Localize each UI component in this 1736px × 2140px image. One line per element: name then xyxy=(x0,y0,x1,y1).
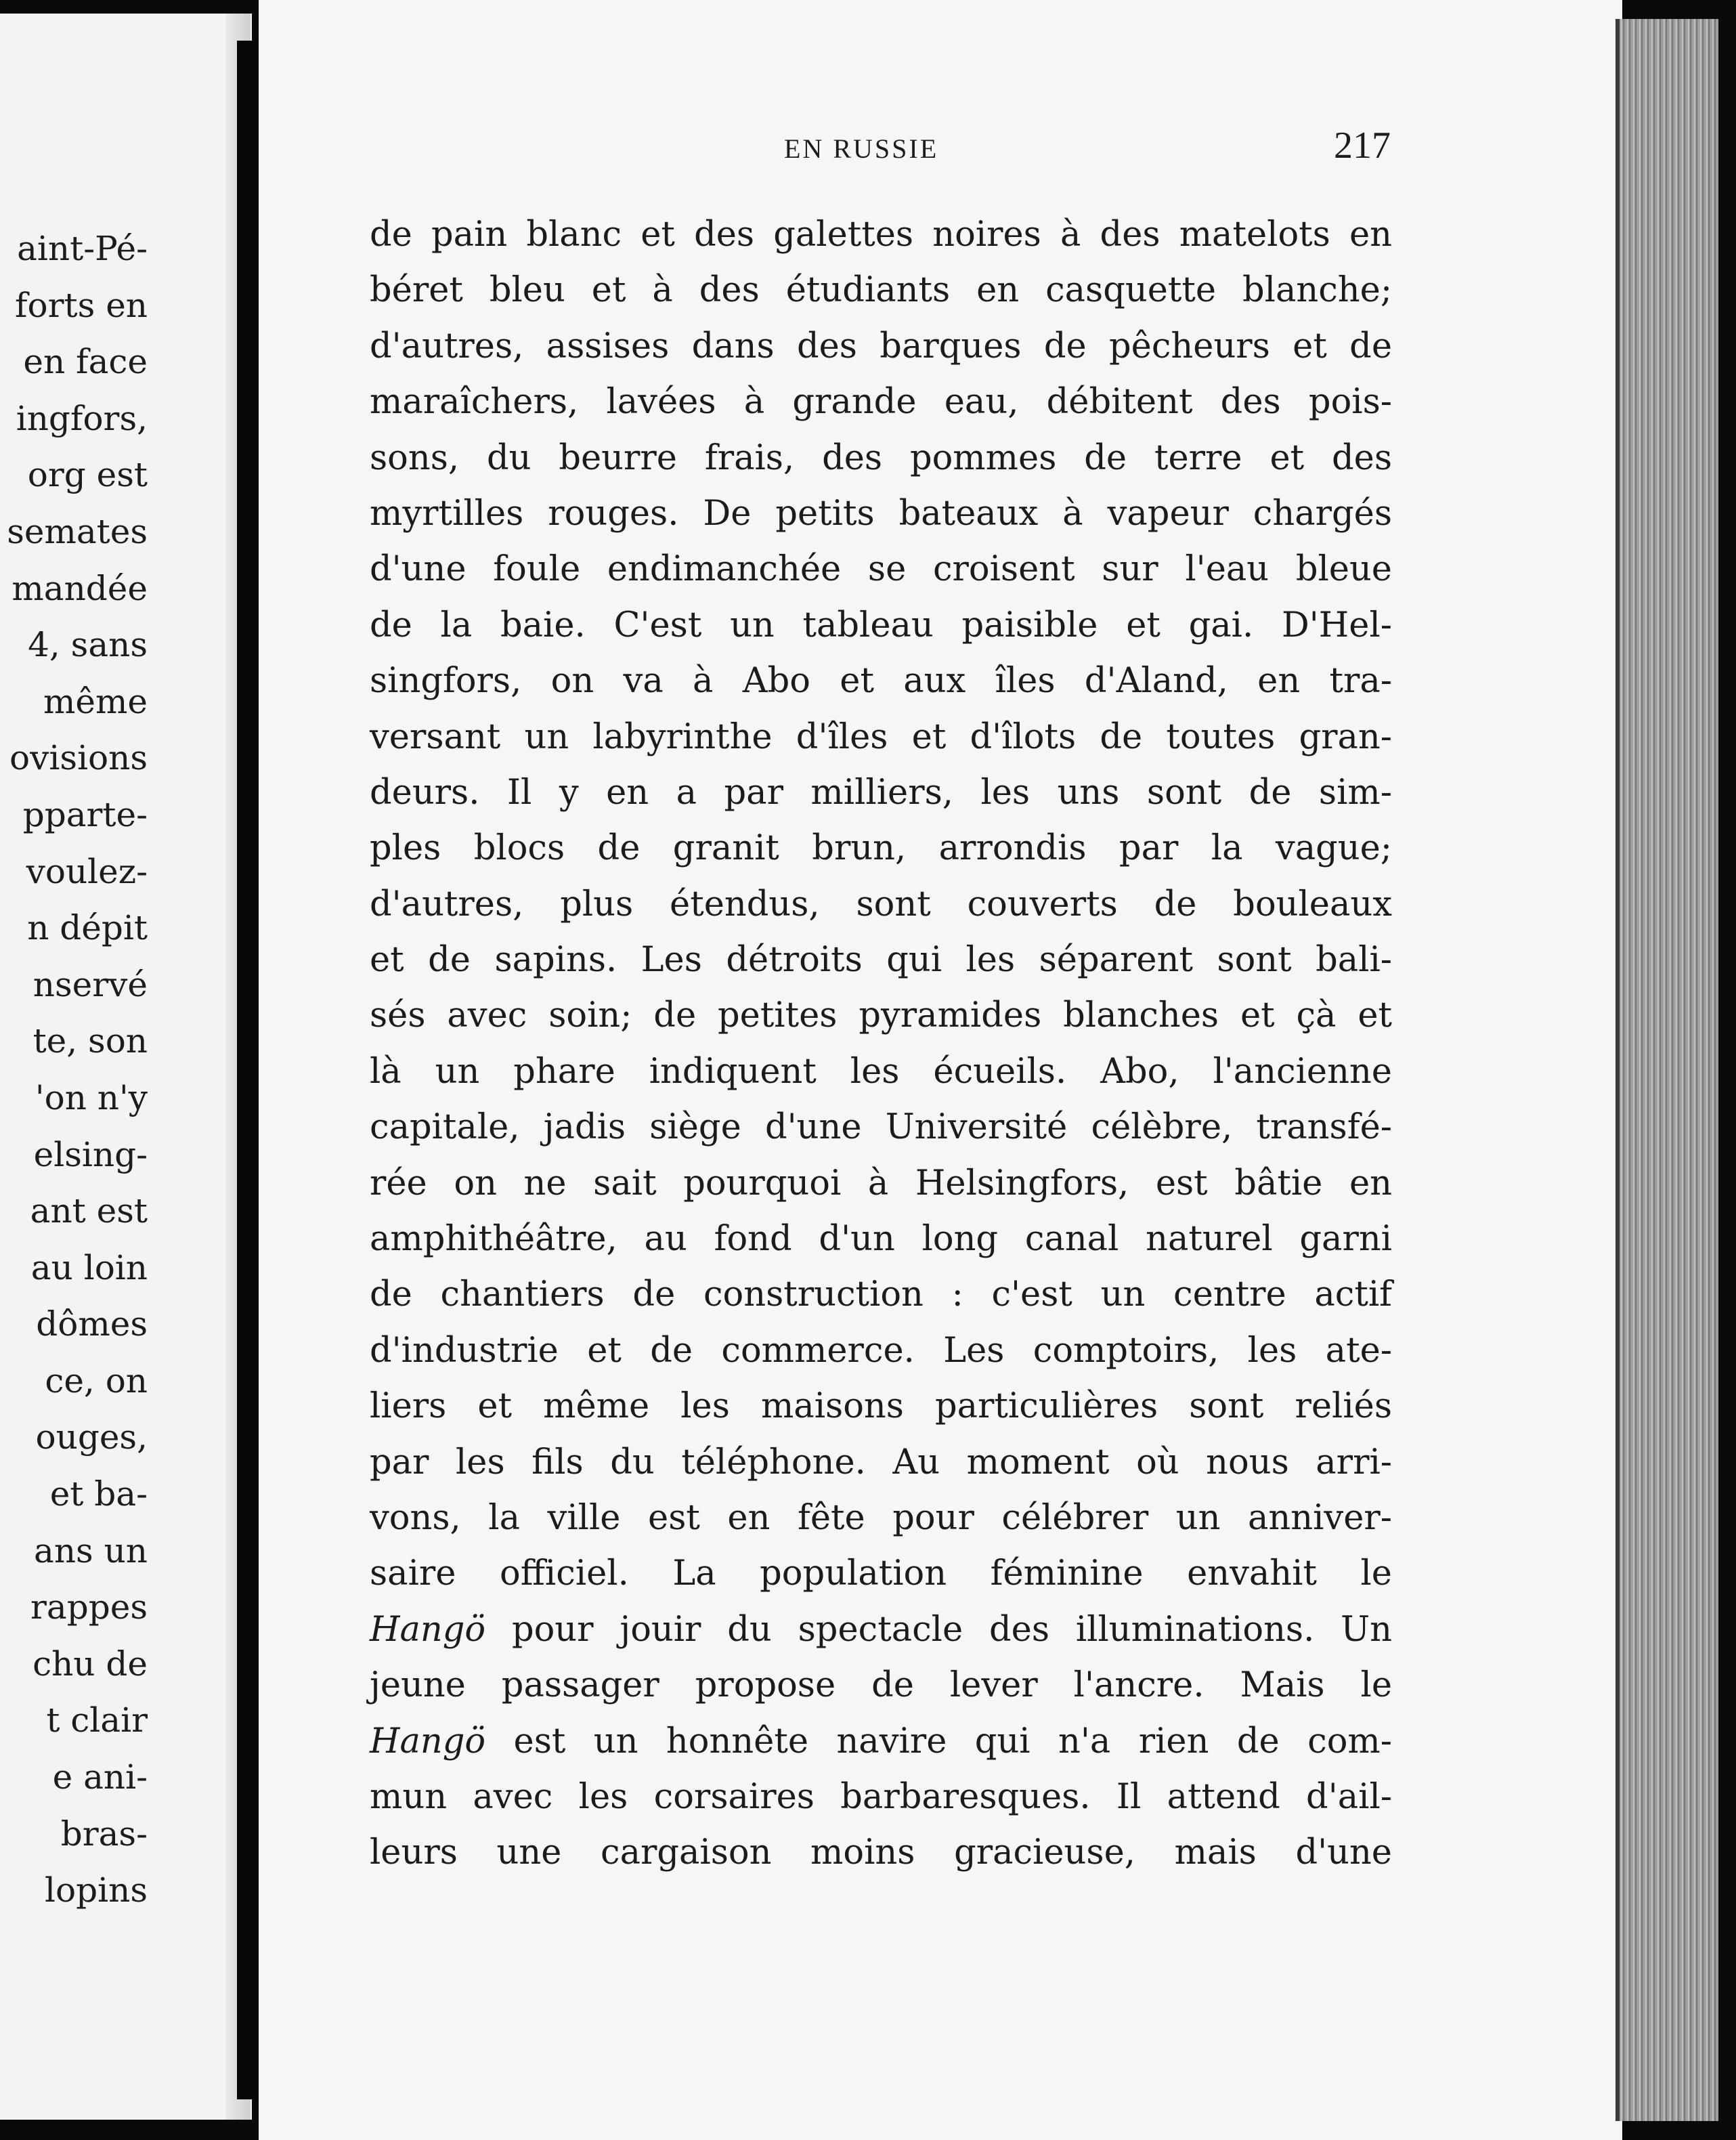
left-line: ant est xyxy=(30,1191,148,1231)
page-edges xyxy=(1615,19,1718,2121)
left-line: chu de xyxy=(32,1644,148,1684)
text-line: sés avec soin; de petites pyramides blanches et çà et xyxy=(370,996,1392,1036)
text-line: mun avec les corsaires barbaresques. Il attend d'ail- xyxy=(370,1776,1392,1817)
left-line: pparte- xyxy=(22,794,148,834)
text-line: leurs une cargaison moins gracieuse, mais d'une xyxy=(370,1833,1392,1873)
left-line: dômes xyxy=(36,1304,148,1344)
text-line: de chantiers de construction : c'est un centre actif xyxy=(370,1275,1392,1315)
left-line: t clair xyxy=(46,1700,148,1740)
text-line: liers et même les maisons particulières sont reliés xyxy=(370,1386,1392,1427)
page-number: 217 xyxy=(1334,125,1391,167)
text-line: d'une foule endimanchée se croisent sur l'eau bleue xyxy=(370,549,1392,590)
left-line: même xyxy=(43,681,148,721)
text-line: saire officiel. La population féminine envahit le xyxy=(370,1554,1392,1594)
left-line: lopins xyxy=(45,1870,148,1910)
text-line: sons, du beurre frais, des pommes de terre et des xyxy=(370,437,1392,478)
text-line: amphithéâtre, au fond d'un long canal naturel garni xyxy=(370,1219,1392,1260)
text-line: d'autres, assises dans des barques de pêcheurs et de xyxy=(370,326,1392,366)
left-line: forts en xyxy=(15,285,148,325)
left-line: n dépit xyxy=(27,908,148,948)
left-line: te, son xyxy=(32,1021,148,1061)
text-line: jeune passager propose de lever l'ancre. Mais le xyxy=(370,1665,1392,1706)
text-line: singfors, on va à Abo et aux îles d'Aland, en tra- xyxy=(370,661,1392,702)
left-line: 4, sans xyxy=(28,625,148,665)
text-line: myrtilles rouges. De petits bateaux à vapeur chargés xyxy=(370,493,1392,534)
left-line: elsing- xyxy=(33,1134,148,1174)
text-line: par les fils du téléphone. Au moment où nous arri- xyxy=(370,1442,1392,1482)
left-line: aint-Pé- xyxy=(17,229,148,268)
left-line: org est xyxy=(27,455,148,495)
text-line: d'industrie et de commerce. Les comptoirs, les ate- xyxy=(370,1330,1392,1371)
text-line-rest: pour jouir du spectacle des illuminations. Un xyxy=(485,1609,1392,1650)
left-line: au loin xyxy=(30,1247,148,1287)
book-spine-shadow xyxy=(237,41,257,2099)
left-line: nservé xyxy=(32,964,148,1004)
body-text xyxy=(370,207,1392,1881)
text-line: et de sapins. Les détroits qui les séparent sont bali- xyxy=(370,940,1392,981)
text-line: rée on ne sait pourquoi à Helsingfors, est bâtie en xyxy=(370,1163,1392,1203)
left-line: rappes xyxy=(30,1587,148,1627)
text-line: versant un labyrinthe d'îles et d'îlots de toutes gran- xyxy=(370,716,1392,757)
text-line: deurs. Il y en a par milliers, les uns sont de sim- xyxy=(370,772,1392,813)
left-line: voulez- xyxy=(26,851,148,891)
text-line-rest: est un honnête navire qui n'a rien de com- xyxy=(485,1721,1392,1761)
left-line: en face xyxy=(23,342,148,382)
left-line: bras- xyxy=(60,1814,148,1854)
ship-name: Hangö xyxy=(370,1721,486,1761)
text-line: de pain blanc et des galettes noires à des matelots en xyxy=(370,215,1392,255)
text-line: ples blocs de granit brun, arrondis par la vague; xyxy=(370,828,1392,869)
left-line: ans un xyxy=(34,1531,148,1570)
left-line: mandée xyxy=(12,568,148,608)
left-line: et ba- xyxy=(49,1474,148,1514)
running-head: EN RUSSIE xyxy=(784,133,939,164)
left-line: ouges, xyxy=(35,1417,148,1457)
text-line xyxy=(370,1714,1392,1770)
text-line: d'autres, plus étendus, sont couverts de bouleaux xyxy=(370,884,1392,924)
left-line: ce, on xyxy=(45,1361,148,1400)
left-line: e ani- xyxy=(52,1757,148,1797)
text-line xyxy=(370,1602,1392,1658)
left-line: semates xyxy=(7,511,148,551)
text-line: capitale, jadis siège d'une Université célèbre, transfé- xyxy=(370,1107,1392,1148)
text-line: vons, la ville est en fête pour célébrer un anniver- xyxy=(370,1497,1392,1538)
text-line: là un phare indiquent les écueils. Abo, l'ancienne xyxy=(370,1051,1392,1092)
ship-name: Hangö xyxy=(370,1609,486,1650)
text-line: béret bleu et à des étudiants en casquette blanche; xyxy=(370,270,1392,311)
text-line: de la baie. C'est un tableau paisible et gai. D'Hel- xyxy=(370,605,1392,645)
left-page-fragment xyxy=(0,14,252,2120)
left-line: ingfors, xyxy=(16,398,148,438)
left-line: 'on n'y xyxy=(35,1077,148,1117)
left-line: ovisions xyxy=(9,738,148,778)
left-page-text xyxy=(7,221,148,1919)
text-line: maraîchers, lavées à grande eau, débitent des pois- xyxy=(370,382,1392,423)
